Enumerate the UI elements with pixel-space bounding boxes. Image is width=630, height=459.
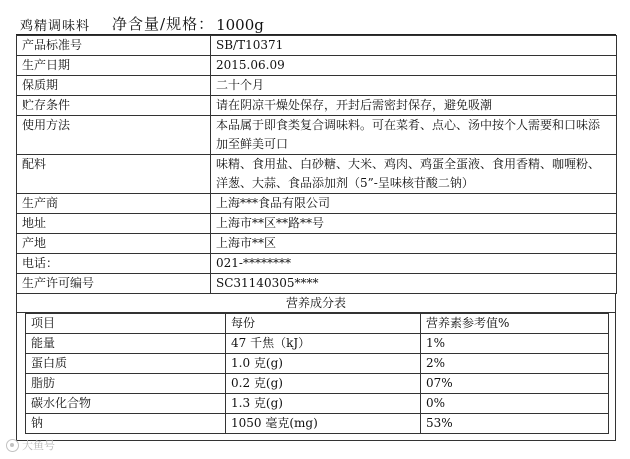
info-value: 上海***食品有限公司 [211, 194, 617, 214]
nutrient-name: 能量 [26, 334, 226, 354]
info-value: 2015.06.09 [211, 56, 617, 76]
nutrition-row [26, 394, 609, 414]
info-row [17, 36, 617, 56]
nutrient-amount: 47 千焦（kJ） [226, 334, 421, 354]
info-key: 产地 [17, 234, 211, 254]
watermark-logo-icon [6, 439, 19, 452]
nutrition-row [26, 334, 609, 354]
info-key: 配料 [17, 155, 211, 194]
nutrient-name: 钠 [26, 414, 226, 434]
info-value: 本品属于即食类复合调味料。可在菜肴、点心、汤中按个人需要和口味添加至鲜美可口 [211, 116, 617, 155]
info-row [17, 214, 617, 234]
info-row [17, 274, 617, 294]
info-key: 产品标准号 [17, 36, 211, 56]
nutrient-nrv: 53% [421, 414, 609, 434]
net-content-value: 1000g [216, 16, 264, 34]
info-row [17, 194, 617, 214]
info-key: 地址 [17, 214, 211, 234]
info-value: 二十个月 [211, 76, 617, 96]
watermark-text: 大鱼号 [22, 439, 55, 452]
nutrient-name: 蛋白质 [26, 354, 226, 374]
nutrition-header-nrv: 营养素参考值% [421, 314, 609, 334]
watermark [6, 437, 55, 453]
nutrient-nrv: 0% [421, 394, 609, 414]
nutrition-header-per-serving: 每份 [226, 314, 421, 334]
info-key: 生产日期 [17, 56, 211, 76]
info-key: 电话： [17, 254, 211, 274]
info-value: 味精、食用盐、白砂糖、大米、鸡肉、鸡蛋全蛋液、食用香精、咖喱粉、洋葱、大蒜、食品添加剂（5”-呈味核苷酸二钠） [211, 155, 617, 194]
info-row [17, 234, 617, 254]
info-row [17, 116, 617, 155]
info-row [17, 76, 617, 96]
nutrient-amount: 1.3 克(g) [226, 394, 421, 414]
label-header [16, 10, 616, 35]
info-key: 保质期 [17, 76, 211, 96]
info-value: 上海市**区**路**号 [211, 214, 617, 234]
food-label [16, 10, 616, 441]
nutrition-header-item: 项目 [26, 314, 226, 334]
nutrient-name: 脂肪 [26, 374, 226, 394]
info-value: SC31140305**** [211, 274, 617, 294]
info-key: 生产许可编号 [17, 274, 211, 294]
info-value: SB/T10371 [211, 36, 617, 56]
nutrition-table-wrapper [16, 313, 616, 441]
nutrient-nrv: 1% [421, 334, 609, 354]
info-value: 021-******** [211, 254, 617, 274]
info-key: 使用方法 [17, 116, 211, 155]
info-row [17, 155, 617, 194]
nutrient-nrv: 07% [421, 374, 609, 394]
info-key: 生产商 [17, 194, 211, 214]
product-info-table [16, 35, 617, 294]
info-row [17, 254, 617, 274]
nutrient-name: 碳水化合物 [26, 394, 226, 414]
nutrient-amount: 1050 毫克(mg) [226, 414, 421, 434]
nutrition-table [25, 313, 609, 434]
info-row [17, 96, 617, 116]
nutrition-header-row [26, 314, 609, 334]
product-name: 鸡精调味料 [20, 19, 91, 34]
info-value: 上海市**区 [211, 234, 617, 254]
nutrient-nrv: 2% [421, 354, 609, 374]
nutrient-amount: 1.0 克(g) [226, 354, 421, 374]
nutrition-row [26, 354, 609, 374]
info-value: 请在阴凉干燥处保存，开封后需密封保存，避免吸潮 [211, 96, 617, 116]
net-content-label: 净含量/规格： [112, 15, 215, 33]
info-row [17, 56, 617, 76]
nutrient-amount: 0.2 克(g) [226, 374, 421, 394]
nutrition-row [26, 414, 609, 434]
nutrition-table-title: 营养成分表 [16, 294, 616, 313]
info-key: 贮存条件 [17, 96, 211, 116]
nutrition-row [26, 374, 609, 394]
